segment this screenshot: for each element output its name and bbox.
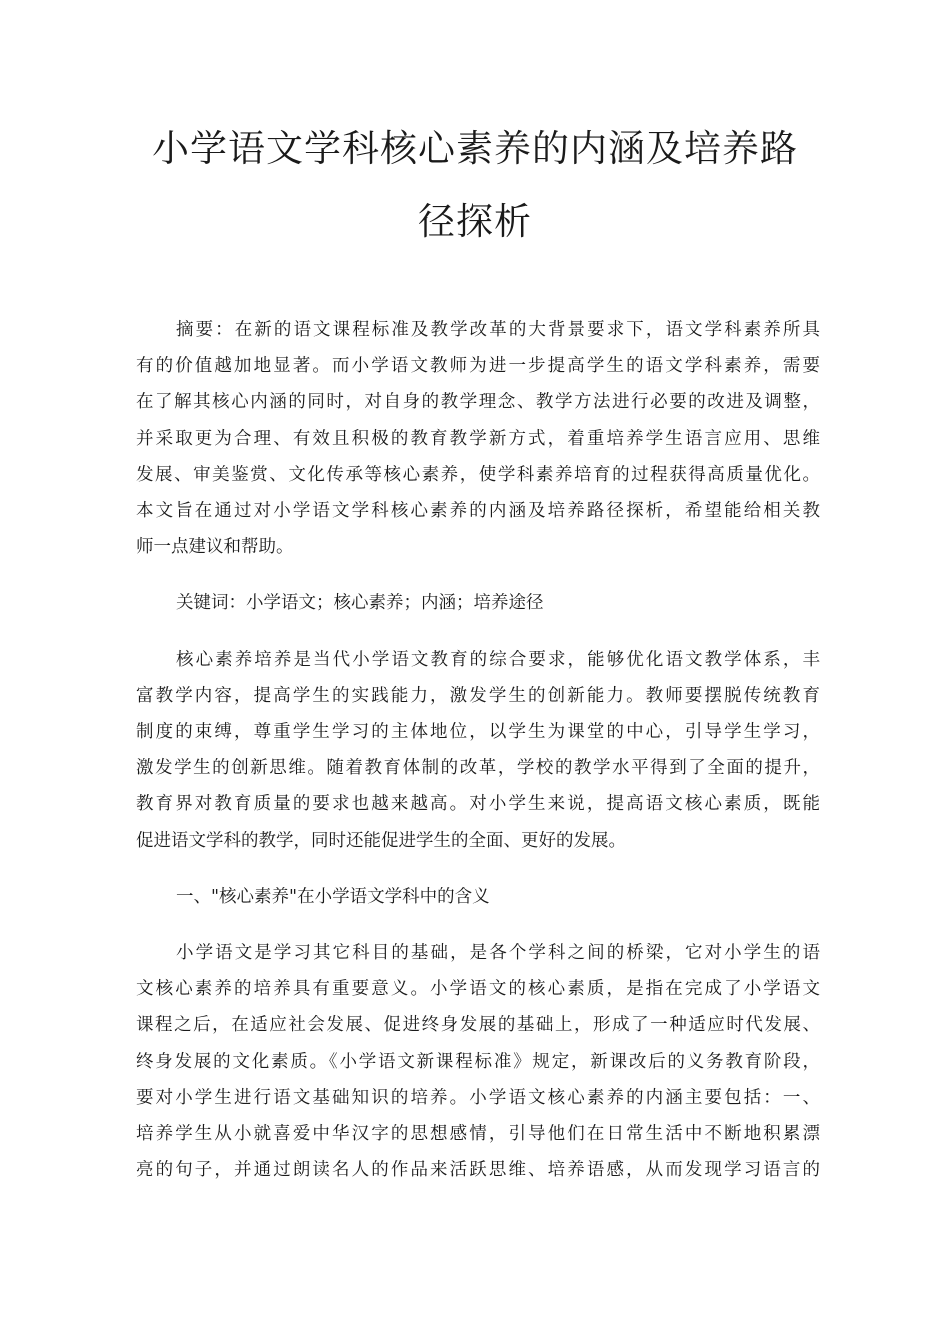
intro-line: 教育界对教育质量的要求也越来越高。对小学生来说，提高语文核心素质，既能 — [136, 794, 820, 815]
document-body — [136, 312, 820, 1188]
abstract-line: 摘要：在新的语文课程标准及教学改革的大背景要求下，语文学科素养所具 — [176, 320, 820, 340]
document-title-line-1: 小学语文学科核心素养的内涵及培养路 — [152, 127, 798, 170]
section-1-line: 终身发展的文化素质。《小学语文新课程标准》规定，新课改后的义务教育阶段， — [136, 1051, 820, 1072]
intro-line: 富教学内容，提高学生的实践能力，激发学生的创新能力。教师要摆脱传统教育 — [136, 685, 820, 706]
section-1-heading — [136, 879, 820, 915]
section-1-line: 培养学生从小就喜爱中华汉字的思想感情，引导他们在日常生活中不断地积累漂 — [136, 1124, 820, 1145]
intro-line: 制度的束缚，尊重学生学习的主体地位，以学生为课堂的中心，引导学生学习， — [136, 722, 820, 743]
abstract-line: 发展、审美鉴赏、文化传承等核心素养，使学科素养培育的过程获得高质量优化。 — [136, 464, 820, 485]
document-title-line-2: 径探析 — [418, 200, 532, 243]
keywords-text: 关键词：小学语文；核心素养；内涵；培养途径 — [176, 593, 544, 614]
abstract-paragraph — [136, 312, 820, 565]
section-heading-text: 一、"核心素养"在小学语文学科中的含义 — [176, 886, 490, 907]
section-1-line: 小学语文是学习其它科目的基础，是各个学科之间的桥梁，它对小学生的语 — [176, 943, 820, 964]
abstract-line: 在了解其核心内涵的同时，对自身的教学理念、教学方法进行必要的改进及调整， — [136, 392, 820, 413]
intro-line: 激发学生的创新思维。随着教育体制的改革，学校的教学水平得到了全面的提升， — [136, 758, 820, 779]
keywords-paragraph — [136, 585, 820, 621]
section-1-line: 文核心素养的培养具有重要意义。小学语文的核心素质，是指在完成了小学语文 — [136, 979, 820, 1000]
intro-line: 核心素养培养是当代小学语文教育的综合要求，能够优化语文教学体系，丰 — [176, 649, 820, 670]
intro-paragraph — [136, 642, 820, 859]
section-1-line: 课程之后，在适应社会发展、促进终身发展的基础上，形成了一种适应时代发展、 — [136, 1015, 820, 1036]
section-1-paragraph — [136, 935, 820, 1188]
intro-line: 促进语文学科的教学，同时还能促进学生的全面、更好的发展。 — [136, 830, 626, 851]
abstract-line: 有的价值越加地显著。而小学语文教师为进一步提高学生的语文学科素养，需要 — [136, 356, 820, 377]
section-1-line: 亮的句子，并通过朗读名人的作品来活跃思维、培养语感，从而发现学习语言的 — [136, 1160, 820, 1181]
abstract-line: 师一点建议和帮助。 — [136, 537, 294, 558]
section-1-line: 要对小学生进行语文基础知识的培养。小学语文核心素养的内涵主要包括：一、 — [136, 1087, 820, 1108]
abstract-line: 并采取更为合理、有效且积极的教育教学新方式，着重培养学生语言应用、思维 — [136, 428, 820, 449]
abstract-line: 本文旨在通过对小学语文学科核心素养的内涵及培养路径探析，希望能给相关教 — [136, 501, 820, 522]
